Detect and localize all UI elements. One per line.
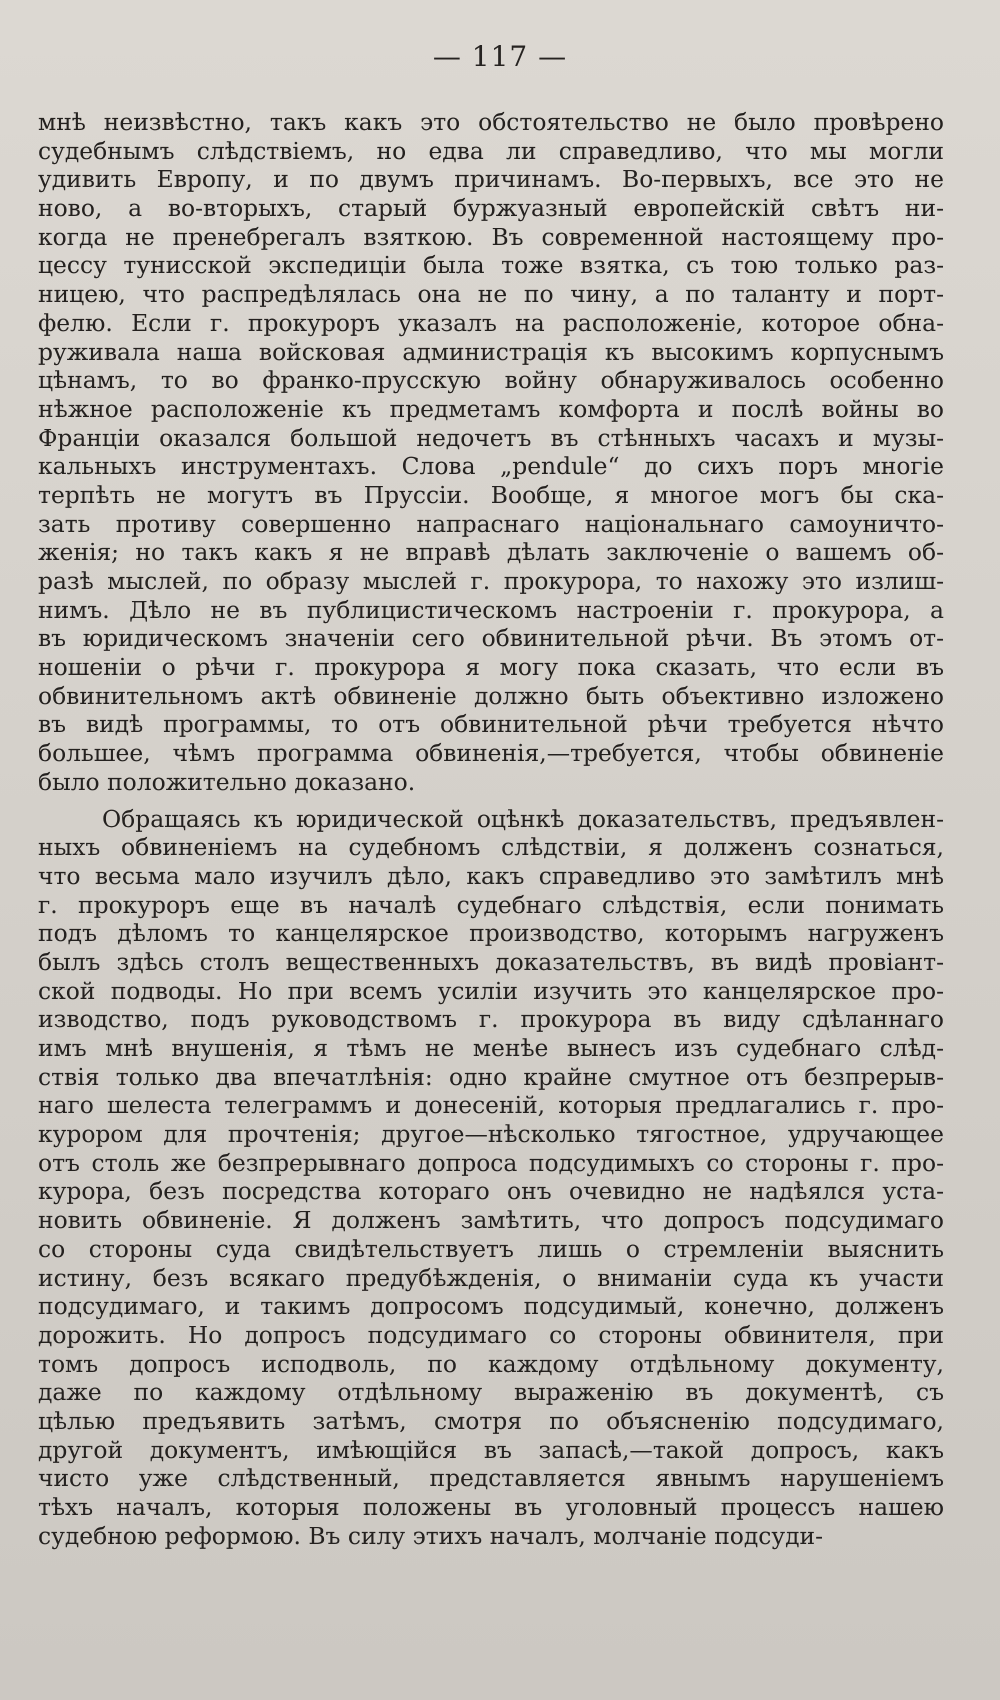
text-line: дорожить. Но допросъ подсудимаго со стороны обвинителя, при [38,1320,944,1349]
text-line: судебною реформою. Въ силу этихъ началъ, молчаніе подсуди- [38,1521,824,1550]
text-line: разѣ мыслей, по образу мыслей г. прокурора, то нахожу это излиш- [38,567,944,595]
text-line: г. прокуроръ еще въ началѣ судебнаго слѣдствія, если понимать [38,890,944,919]
text-line: цессу тунисской экспедиціи была тоже взятка, съ тою только раз- [38,251,944,280]
text-line: даже по каждому отдѣльному выраженію въ документѣ, съ [38,1378,944,1407]
text-line: было положительно доказано. [38,767,416,796]
text-line: Обращаясь къ юридической оцѣнкѣ доказательствъ, предъявлен- [102,804,944,833]
paragraph-gap [38,797,944,805]
text-line: ской подводы. Но при всемъ усиліи изучить это канцелярское про- [38,976,944,1005]
text-line: ницею, что распредѣлялась она не по чину, а по таланту и порт- [38,280,944,309]
text-line: истину, безъ всякаго предубѣжденія, о вниманіи суда къ участи [38,1263,944,1292]
text-line: отъ столь же безпрерывнаго допроса подсудимыхъ со стороны г. про- [38,1148,944,1177]
text-line: тѣхъ началъ, которыя положены въ уголовный процессъ нашею [38,1493,944,1521]
text-line: обвинительномъ актѣ обвиненіе должно быть объективно изложено [38,681,944,710]
text-line: въ видѣ программы, то отъ обвинительной рѣчи требуется нѣчто [38,710,944,739]
text-line: имъ мнѣ внушенія, я тѣмъ не менѣе вынесъ изъ судебнаго слѣд- [38,1034,944,1062]
text-line: подъ дѣломъ то канцелярское производство, которымъ нагруженъ [38,919,944,948]
text-line: кальныхъ инструментахъ. Слова „pendule“ до сихъ поръ многіе [38,452,944,481]
text-line: курором для прочтенія; другое—нѣсколько тягостное, удручающее [38,1120,944,1149]
text-line: чисто уже слѣдственный, представляется явнымъ нарушеніемъ [38,1464,944,1493]
text-line: со стороны суда свидѣтельствуетъ лишь о стремленіи выяснить [38,1234,944,1263]
text-line: ствія только два впечатлѣнія: одно крайне смутное отъ безпрерыв- [38,1062,944,1091]
text-line: томъ допросъ исподволь, по каждому отдѣльному документу, [38,1349,944,1378]
text-line: другой документъ, имѣющійся въ запасѣ,—такой допросъ, какъ [38,1435,944,1464]
text-line: нимъ. Дѣло не въ публицистическомъ настроеніи г. прокурора, а [38,595,944,624]
text-line: ношеніи о рѣчи г. прокурора я могу пока сказать, что если въ [38,653,944,682]
paragraph [38,805,944,1551]
text-line: въ юридическомъ значеніи сего обвинительной рѣчи. Въ этомъ от- [38,624,944,653]
text-line: когда не пренебрегалъ взяткою. Въ современной настоящему про- [38,222,944,251]
text-line: судебнымъ слѣдствіемъ, но едва ли справедливо, что мы могли [38,136,944,165]
text-line: женія; но такъ какъ я не вправѣ дѣлать заключеніе о вашемъ об- [38,538,944,567]
text-line: что весьма мало изучилъ дѣло, какъ справедливо это замѣтилъ мнѣ [38,861,944,890]
text-line: ново, а во-вторыхъ, старый буржуазный европейскій свѣтъ ни- [38,194,944,223]
text-line: зать противу совершенно напраснаго національнаго самоуничто- [38,509,944,538]
text-line: нѣжное расположеніе къ предметамъ комфорта и послѣ войны во [38,394,944,423]
paragraph [38,108,944,797]
text-line: удивить Европу, и по двумъ причинамъ. Во-первыхъ, все это не [38,165,944,194]
page-number: — 117 — [432,40,568,73]
text-line: мнѣ неизвѣстно, такъ какъ это обстоятельство не было провѣрено [38,108,944,136]
text-line: Франціи оказался большой недочетъ въ стѣнныхъ часахъ и музы- [38,423,944,452]
text-line: ныхъ обвиненіемъ на судебномъ слѣдствіи, я долженъ сознаться, [38,833,944,862]
text-line: изводство, подъ руководствомъ г. прокурора въ виду сдѣланнаго [38,1005,944,1034]
text-line: былъ здѣсь столъ вещественныхъ доказательствъ, въ видѣ провіант- [38,947,944,976]
text-line: новить обвиненіе. Я долженъ замѣтить, что допросъ подсудимаго [38,1206,944,1235]
text-line: подсудимаго, и такимъ допросомъ подсудимый, конечно, долженъ [38,1292,944,1321]
text-line: фелю. Если г. прокуроръ указалъ на расположеніе, которое обна- [38,308,944,337]
text-line: руживала наша войсковая администрація къ высокимъ корпуснымъ [38,337,944,366]
text-line: наго шелеста телеграммъ и донесеній, которыя предлагались г. про- [38,1091,944,1120]
text-line: терпѣть не могутъ въ Пруссіи. Вообще, я многое могъ бы ска- [38,480,944,509]
body-text [38,108,944,1550]
text-line: курора, безъ посредства котораго онъ очевидно не надѣялся уста- [38,1177,944,1206]
text-line: большее, чѣмъ программа обвиненія,—требуется, чтобы обвиненіе [38,739,944,768]
text-line: цѣлью предъявить затѣмъ, смотря по объясненію подсудимаго, [38,1406,944,1435]
text-line: цѣнамъ, то во франко-прусскую войну обнаруживалось особенно [38,366,944,395]
